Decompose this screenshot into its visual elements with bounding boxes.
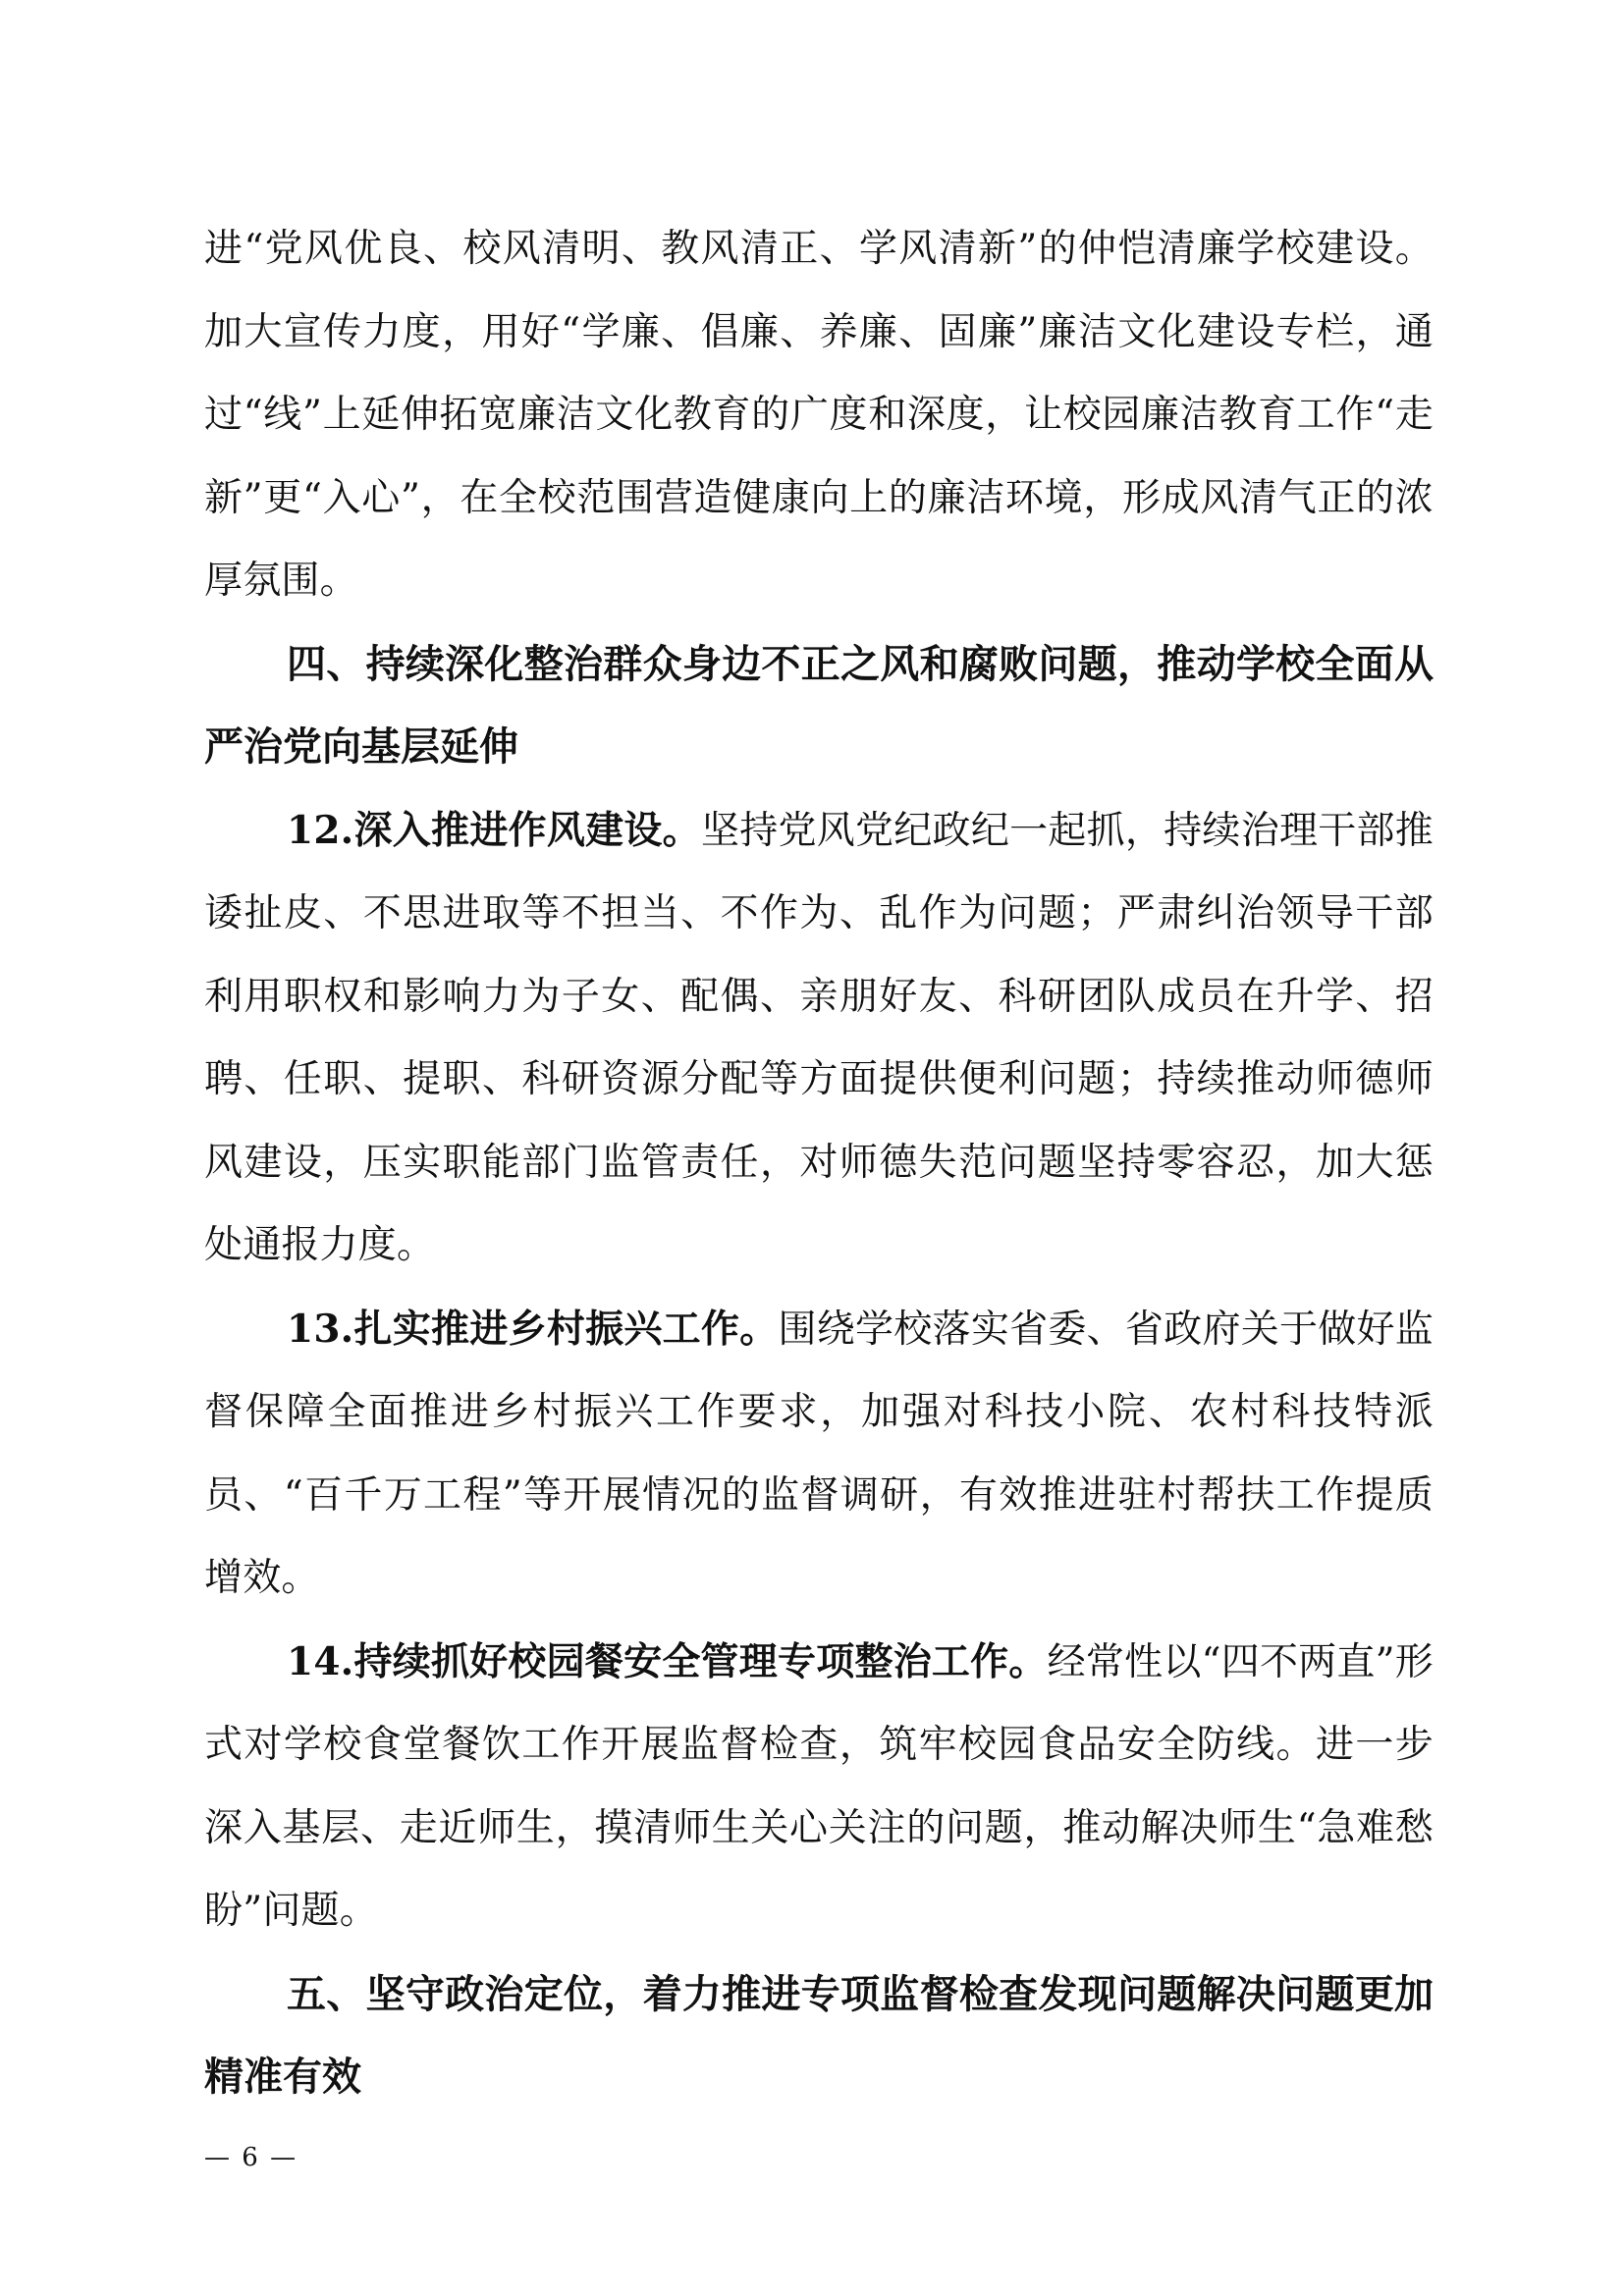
- section-heading-4: 四、持续深化整治群众身边不正之风和腐败问题，推动学校全面从严治党向基层延伸: [204, 641, 1434, 770]
- page-number: — 6 —: [204, 2143, 298, 2172]
- item-paragraph-13: [204, 1288, 1434, 1621]
- item-lead-13: 13.扎实推进乡村振兴工作。: [287, 1306, 779, 1352]
- item-body-13: 围绕学校落实省委、省政府关于做好监督保障全面推进乡村振兴工作要求，加强对科技小院、农村科技特派员、“百千万工程”等开展情况的监督调研，有效推进驻村帮扶工作提质增效。: [204, 1307, 1434, 1600]
- continuation-paragraph: 进“党风优良、校风清明、教风清正、学风清新”的仲恺清廉学校建设。加大宣传力度，用好“学廉、倡廉、养廉、固廉”廉洁文化建设专栏，通过“线”上延伸拓宽廉洁文化教育的广度和深度，让校园廉洁教育工作“走新”更“入心”，在全校范围营造健康向上的廉洁环境，形成风清气正的浓厚氛围。: [204, 227, 1434, 603]
- section-heading-5: 五、坚守政治定位，着力推进专项监督检查发现问题解决问题更加精准有效: [204, 1971, 1434, 2100]
- item-body-12: 坚持党风党纪政纪一起抓，持续治理干部推诿扯皮、不思进取等不担当、不作为、乱作为问题；严肃纠治领导干部利用职权和影响力为子女、配偶、亲朋好友、科研团队成员在升学、招聘、任职、提职、科研资源分配等方面提供便利问题；持续推动师德师风建设，压实职能部门监管责任，对师德失范问题坚持零容忍，加大惩处通报力度。: [204, 808, 1434, 1267]
- document-body: [204, 208, 1434, 2119]
- item-paragraph-14: [204, 1621, 1434, 1953]
- item-paragraph-12: [204, 789, 1434, 1288]
- item-body-14: 经常性以“四不两直”形式对学校食堂餐饮工作开展监督检查，筑牢校园食品安全防线。进一步深入基层、走近师生，摸清师生关心关注的问题，推动解决师生“急难愁盼”问题。: [204, 1639, 1434, 1933]
- item-lead-14: 14.持续抓好校园餐安全管理专项整治工作。: [287, 1638, 1048, 1684]
- item-lead-12: 12.深入推进作风建设。: [287, 807, 701, 853]
